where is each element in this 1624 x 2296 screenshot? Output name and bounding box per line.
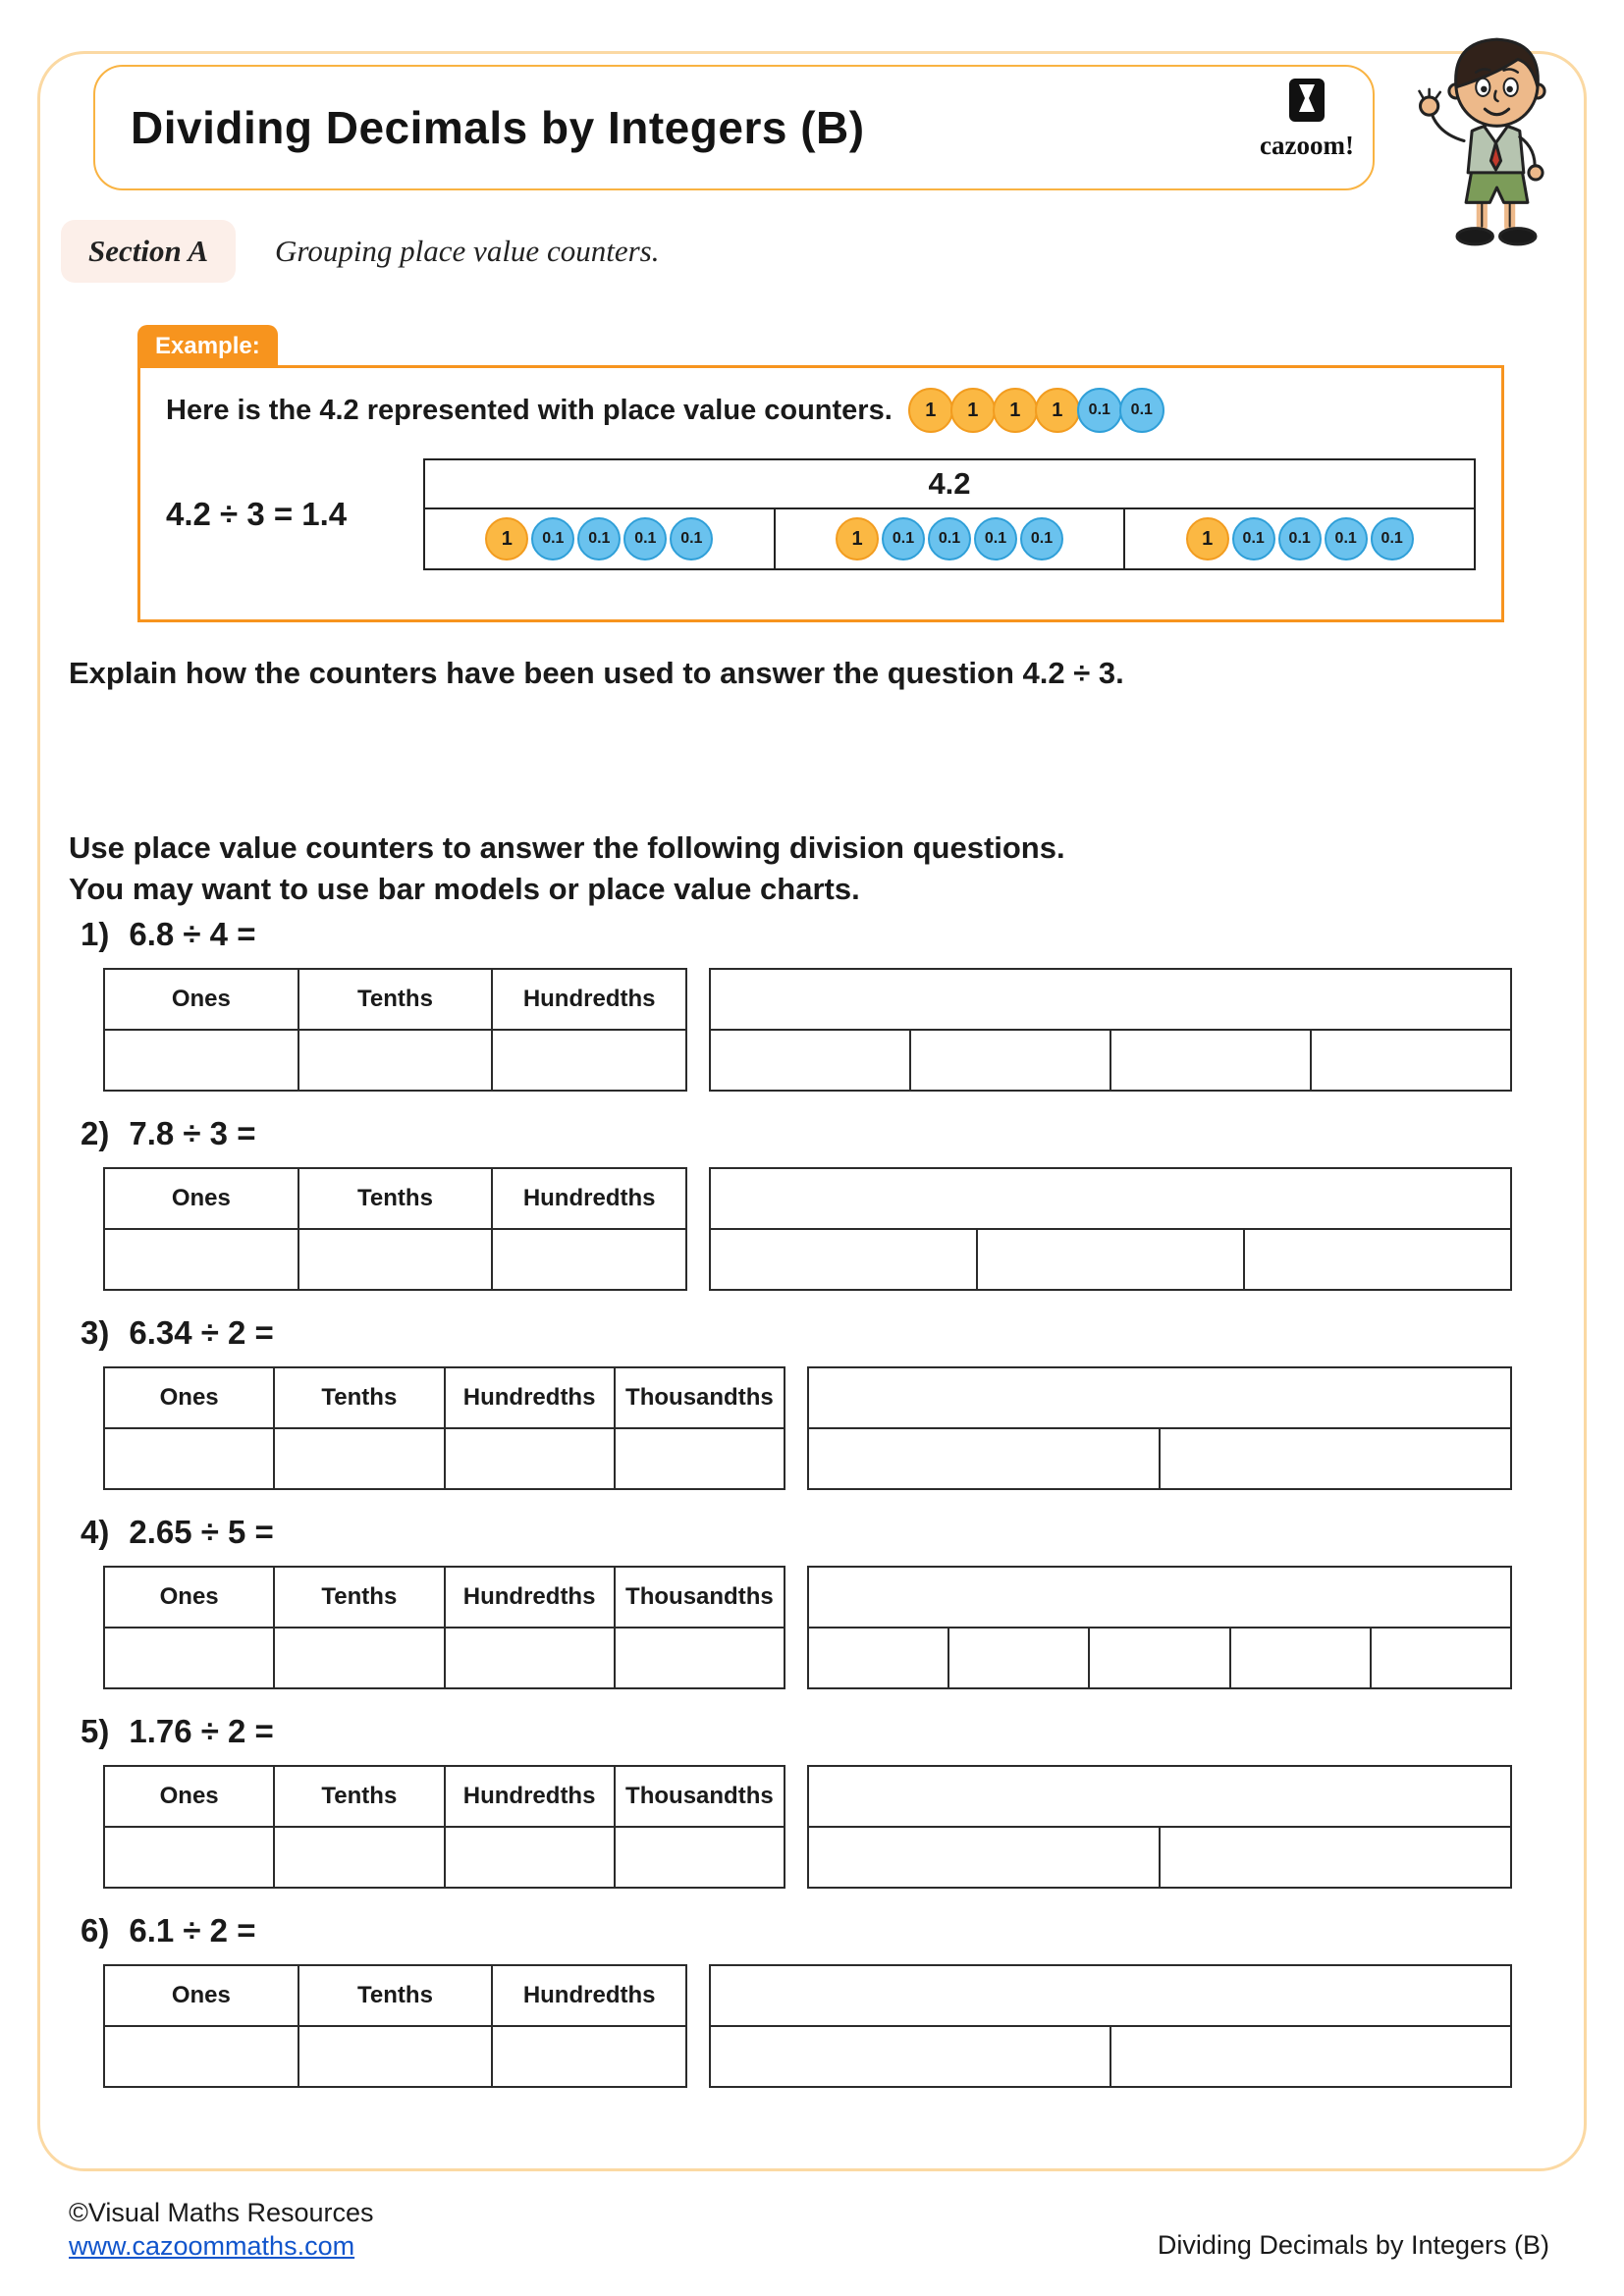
place-value-table xyxy=(103,1366,785,1490)
bar-model-parts xyxy=(809,1828,1510,1887)
pv-answer-cell[interactable] xyxy=(492,1030,686,1091)
counter-tenth: 0.1 xyxy=(1020,517,1063,561)
instructions xyxy=(69,828,1065,910)
bar-part-cell[interactable] xyxy=(809,1828,1159,1887)
page-title: Dividing Decimals by Integers (B) xyxy=(131,102,865,153)
bar-part-cell[interactable] xyxy=(1243,1230,1510,1289)
pv-answer-cell[interactable] xyxy=(298,1030,493,1091)
pv-column-header: Thousandths xyxy=(615,1367,785,1428)
pv-column-header: Thousandths xyxy=(615,1567,785,1628)
bar-part-cell[interactable] xyxy=(1159,1429,1510,1488)
bar-model xyxy=(807,1566,1512,1689)
question-expression: 6.8 ÷ 4 = xyxy=(129,916,256,952)
bar-model-parts xyxy=(809,1429,1510,1488)
bar-model-total-cell[interactable] xyxy=(809,1568,1510,1629)
pv-answer-cell[interactable] xyxy=(104,1428,274,1489)
bar-part-cell[interactable] xyxy=(809,1629,947,1687)
pv-answer-cell[interactable] xyxy=(615,1428,785,1489)
bar-part-cell[interactable] xyxy=(1370,1629,1510,1687)
counter-tenth: 0.1 xyxy=(882,517,925,561)
place-value-table xyxy=(103,1167,687,1291)
example-bar-model xyxy=(423,458,1476,570)
counter-one: 1 xyxy=(836,517,879,561)
pv-column-header: Hundredths xyxy=(492,1965,686,2026)
counter-tenth: 0.1 xyxy=(531,517,574,561)
pv-answer-cell[interactable] xyxy=(104,1628,274,1688)
question-label xyxy=(81,1912,1512,1949)
question-block xyxy=(69,1514,1512,1689)
bar-model-total-cell[interactable] xyxy=(711,1169,1510,1230)
pv-column-header: Hundredths xyxy=(445,1766,615,1827)
counter-tenth: 0.1 xyxy=(1232,517,1275,561)
pv-column-header: Hundredths xyxy=(492,1168,686,1229)
instructions-line2: You may want to use bar models or place value charts. xyxy=(69,871,860,906)
question-block xyxy=(69,1115,1512,1291)
place-value-table xyxy=(103,1964,687,2088)
bar-part-cell[interactable] xyxy=(711,1031,909,1090)
bar-model-total-cell[interactable] xyxy=(809,1368,1510,1429)
cazoom-logo-icon xyxy=(1287,77,1326,129)
question-number: 3) xyxy=(81,1314,110,1351)
bar-model-total-cell[interactable] xyxy=(711,970,1510,1031)
pv-column-header: Ones xyxy=(104,1965,298,2026)
pv-answer-cell[interactable] xyxy=(274,1827,444,1888)
bar-part-cell[interactable] xyxy=(711,2027,1110,2086)
bar-model-parts xyxy=(711,1031,1510,1090)
footer-website-link[interactable]: www.cazoommaths.com xyxy=(69,2230,355,2261)
question-label xyxy=(81,1314,1512,1352)
pv-column-header: Hundredths xyxy=(445,1367,615,1428)
pv-column-header: Ones xyxy=(104,1766,274,1827)
question-number: 2) xyxy=(81,1115,110,1151)
bar-model-parts xyxy=(711,1230,1510,1289)
question-expression: 7.8 ÷ 3 = xyxy=(129,1115,256,1151)
question-block xyxy=(69,1713,1512,1889)
footer-left xyxy=(69,2197,374,2264)
counter-tenth: 0.1 xyxy=(670,517,713,561)
place-value-table xyxy=(103,968,687,1092)
question-label xyxy=(81,916,1512,953)
section-description: Grouping place value counters. xyxy=(275,234,660,268)
bar-model xyxy=(709,1964,1512,2088)
bar-part-cell[interactable] xyxy=(1159,1828,1510,1887)
footer-copyright: ©Visual Maths Resources xyxy=(69,2198,374,2227)
example-equation: 4.2 ÷ 3 = 1.4 xyxy=(166,496,348,532)
bar-part-cell[interactable] xyxy=(1110,1031,1310,1090)
bar-model xyxy=(807,1366,1512,1490)
pv-answer-cell[interactable] xyxy=(104,1827,274,1888)
example-bar-total: 4.2 xyxy=(425,460,1474,509)
counter-one: 1 xyxy=(1186,517,1229,561)
pv-answer-cell[interactable] xyxy=(492,2026,686,2087)
counter-one: 1 xyxy=(908,388,953,433)
pv-column-header: Tenths xyxy=(298,969,493,1030)
bar-part-cell[interactable] xyxy=(1088,1629,1228,1687)
counter-tenth: 0.1 xyxy=(928,517,971,561)
pv-column-header: Tenths xyxy=(298,1965,493,2026)
bar-group-cell xyxy=(425,509,774,568)
counter-tenth: 0.1 xyxy=(1325,517,1368,561)
pv-column-header: Tenths xyxy=(298,1168,493,1229)
boy-mascot-illustration xyxy=(1390,24,1604,257)
bar-model xyxy=(709,1167,1512,1291)
example-bar-groups xyxy=(425,509,1474,568)
bar-part-cell[interactable] xyxy=(976,1230,1243,1289)
bar-group-cell xyxy=(774,509,1124,568)
bar-part-cell[interactable] xyxy=(1110,2027,1510,2086)
question-expression: 2.65 ÷ 5 = xyxy=(129,1514,274,1550)
place-value-table xyxy=(103,1566,785,1689)
instructions-line1: Use place value counters to answer the following division questions. xyxy=(69,830,1065,865)
counter-one: 1 xyxy=(950,388,996,433)
question-expression: 1.76 ÷ 2 = xyxy=(129,1713,274,1749)
question-block xyxy=(69,1314,1512,1490)
question-number: 5) xyxy=(81,1713,110,1749)
pv-answer-cell[interactable] xyxy=(445,1827,615,1888)
footer-worksheet-name: Dividing Decimals by Integers (B) xyxy=(1157,2230,1549,2260)
pv-column-header: Ones xyxy=(104,1168,298,1229)
intro-counters xyxy=(908,388,1164,433)
counter-tenth: 0.1 xyxy=(1371,517,1414,561)
question-number: 4) xyxy=(81,1514,110,1550)
counter-tenth: 0.1 xyxy=(974,517,1017,561)
pv-answer-cell[interactable] xyxy=(274,1428,444,1489)
questions xyxy=(69,916,1512,2111)
pv-column-header: Tenths xyxy=(274,1567,444,1628)
bar-model xyxy=(807,1765,1512,1889)
counter-tenth: 0.1 xyxy=(623,517,667,561)
pv-answer-cell[interactable] xyxy=(492,1229,686,1290)
example-box xyxy=(137,365,1504,622)
pv-answer-cell[interactable] xyxy=(445,1628,615,1688)
counter-one: 1 xyxy=(993,388,1038,433)
pv-answer-cell[interactable] xyxy=(615,1827,785,1888)
pv-column-header: Ones xyxy=(104,1367,274,1428)
bar-part-cell[interactable] xyxy=(711,1230,976,1289)
pv-answer-cell[interactable] xyxy=(615,1628,785,1688)
pv-answer-cell[interactable] xyxy=(445,1428,615,1489)
question-expression: 6.1 ÷ 2 = xyxy=(129,1912,256,1949)
bar-part-cell[interactable] xyxy=(947,1629,1088,1687)
pv-column-header: Ones xyxy=(104,1567,274,1628)
pv-answer-cell[interactable] xyxy=(298,2026,493,2087)
counter-tenth: 0.1 xyxy=(1119,388,1164,433)
bar-model xyxy=(709,968,1512,1092)
question-block xyxy=(69,916,1512,1092)
pv-column-header: Thousandths xyxy=(615,1766,785,1827)
pv-answer-cell[interactable] xyxy=(104,1030,298,1091)
title-box xyxy=(93,65,1375,190)
counter-one: 1 xyxy=(1035,388,1080,433)
bar-part-cell[interactable] xyxy=(909,1031,1110,1090)
question-block xyxy=(69,1912,1512,2088)
counter-tenth: 0.1 xyxy=(577,517,621,561)
bar-model-total-cell[interactable] xyxy=(711,1966,1510,2027)
counter-tenth: 0.1 xyxy=(1278,517,1322,561)
pv-answer-cell[interactable] xyxy=(274,1628,444,1688)
question-label xyxy=(81,1713,1512,1750)
cazoom-logo-text: cazoom! xyxy=(1260,131,1354,160)
example-badge: Example: xyxy=(137,325,278,368)
cazoom-logo xyxy=(1245,77,1369,161)
example-intro-text: Here is the 4.2 represented with place value counters. xyxy=(166,394,893,426)
question-number: 6) xyxy=(81,1912,110,1949)
question-expression: 6.34 ÷ 2 = xyxy=(129,1314,274,1351)
pv-column-header: Hundredths xyxy=(492,969,686,1030)
explain-prompt: Explain how the counters have been used to answer the question 4.2 ÷ 3. xyxy=(69,656,1124,690)
bar-model-parts xyxy=(809,1629,1510,1687)
bar-group-cell xyxy=(1123,509,1474,568)
bar-model-total-cell[interactable] xyxy=(809,1767,1510,1828)
section-label: Section A xyxy=(61,220,236,283)
counter-one: 1 xyxy=(485,517,528,561)
question-label xyxy=(81,1514,1512,1551)
bar-part-cell[interactable] xyxy=(1310,1031,1510,1090)
pv-answer-cell[interactable] xyxy=(104,2026,298,2087)
pv-column-header: Ones xyxy=(104,969,298,1030)
pv-column-header: Tenths xyxy=(274,1766,444,1827)
question-number: 1) xyxy=(81,916,110,952)
pv-column-header: Hundredths xyxy=(445,1567,615,1628)
bar-part-cell[interactable] xyxy=(1229,1629,1370,1687)
section-heading xyxy=(61,220,659,283)
pv-column-header: Tenths xyxy=(274,1367,444,1428)
bar-model-parts xyxy=(711,2027,1510,2086)
place-value-table xyxy=(103,1765,785,1889)
question-label xyxy=(81,1115,1512,1152)
counter-tenth: 0.1 xyxy=(1077,388,1122,433)
pv-answer-cell[interactable] xyxy=(298,1229,493,1290)
pv-answer-cell[interactable] xyxy=(104,1229,298,1290)
bar-part-cell[interactable] xyxy=(809,1429,1159,1488)
